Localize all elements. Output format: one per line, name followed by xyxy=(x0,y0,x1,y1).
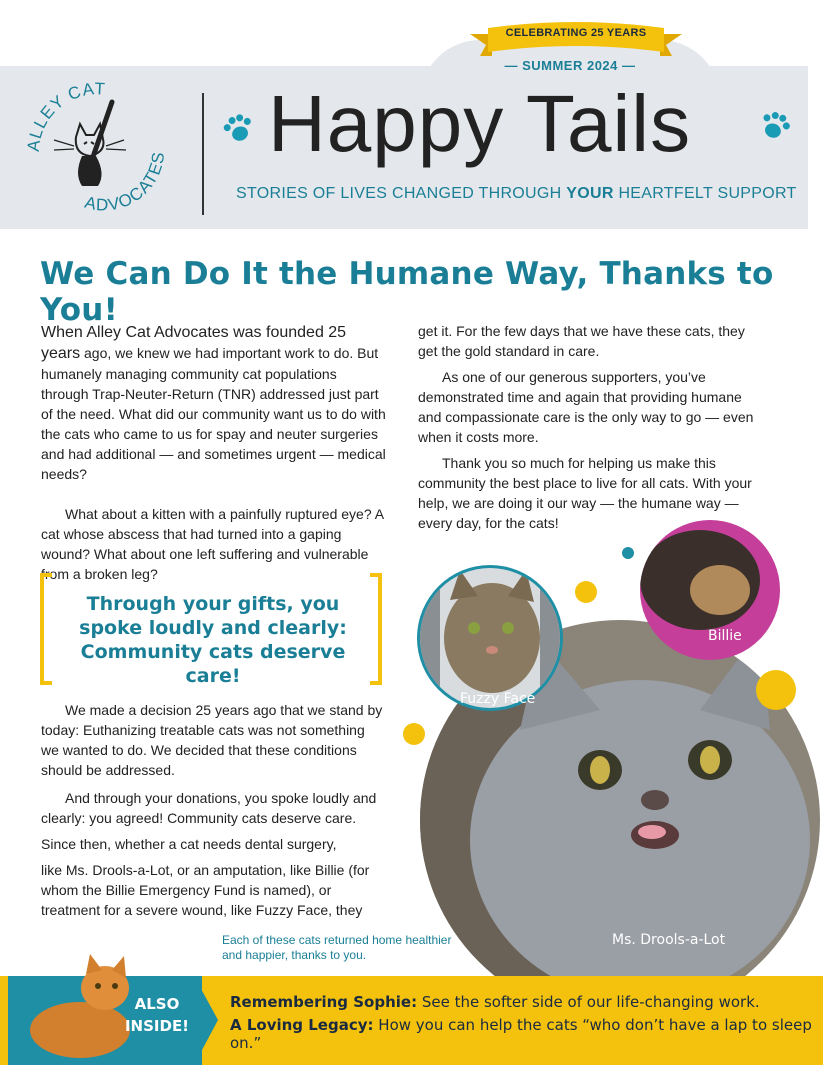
also-text: ALSO xyxy=(134,995,180,1013)
paragraph: Since then, whether a cat needs dental surgery, xyxy=(41,836,337,852)
newsletter-title: Happy Tails xyxy=(268,79,692,168)
footer-item-sophie: Remembering Sophie: See the softer side of our life-changing work. xyxy=(230,993,760,1011)
paw-print-icon xyxy=(218,108,258,148)
photo-caption: Each of these cats returned home healthier and happier, thanks to you. xyxy=(222,933,452,962)
also-inside-label xyxy=(112,993,202,1037)
article-column-1-continued xyxy=(41,700,386,920)
article-column-1 xyxy=(41,322,386,584)
svg-text:ADVOCATES: ADVOCATES xyxy=(82,150,169,215)
paw-print-icon xyxy=(755,105,795,145)
svg-text:ALLEY CAT: ALLEY CAT xyxy=(24,82,107,153)
paragraph: And through your donations, you spoke loudly and clearly: you agreed! Community cats deserve care. xyxy=(41,790,377,826)
paragraph: get it. For the few days that we have these cats, they get the gold standard in care. xyxy=(418,323,745,359)
masthead-divider xyxy=(202,93,204,215)
paragraph: When Alley Cat Advocates was founded 25 years ago, we knew we had important work to do. But humanely managing community cat populations through Trap-Neuter-Return (TNR) addressed just part of the need. What did our community want us to do with the cats who came to us for spay and neuter surgeries and had additional — and sometimes urgent — medical needs? xyxy=(41,324,386,482)
edition-label: — SUMMER 2024 — xyxy=(504,58,636,73)
photo-label-fuzzy-face: Fuzzy Face xyxy=(460,691,536,707)
photo-label-ms-drools-a-lot: Ms. Drools-a-Lot xyxy=(612,932,726,948)
cat-photo-collage xyxy=(400,520,823,976)
paragraph: As one of our generous supporters, you’ve demonstrated time and again that providing humane and compassionate care is the only way to go — even when it costs more. xyxy=(418,369,754,445)
paragraph: What about a kitten with a painfully ruptured eye? A cat whose abscess that had turned into a gaping wound? What about one left suffering and vulnerable from a broken leg? xyxy=(41,506,384,582)
paragraph: Thank you so much for helping us make this community the best place to live for all cats. With your help, we are doing it our way — the humane way — every day, for the cats! xyxy=(418,455,752,531)
footer-item-legacy: A Loving Legacy: How you can help the cats “who don’t have a lap to sleep on.” xyxy=(230,1016,812,1052)
alley-cat-advocates-logo xyxy=(24,82,174,222)
article-headline: We Can Do It the Humane Way, Thanks to You! xyxy=(40,256,774,328)
inside-text: INSIDE! xyxy=(124,1017,190,1035)
paragraph: We made a decision 25 years ago that we stand by today: Euthanizing treatable cats was not something we wanted to do. We decided that these conditions should be addressed. xyxy=(41,702,383,778)
paragraph: like Ms. Drools-a-Lot, or an amputation, like Billie (for whom the Billie Emergency Fund is named), or treatment for a severe wound, like Fuzzy Face, they xyxy=(41,862,370,918)
article-column-2 xyxy=(418,321,768,533)
ribbon-text: CELEBRATING 25 YEARS xyxy=(505,27,647,39)
pull-quote: Through your gifts, you spoke loudly and clearly: Community cats deserve care! xyxy=(79,593,347,687)
newsletter-subtitle: STORIES OF LIVES CHANGED THROUGH YOUR HEARTFELT SUPPORT xyxy=(236,185,797,202)
photo-label-billie: Billie xyxy=(708,628,742,644)
